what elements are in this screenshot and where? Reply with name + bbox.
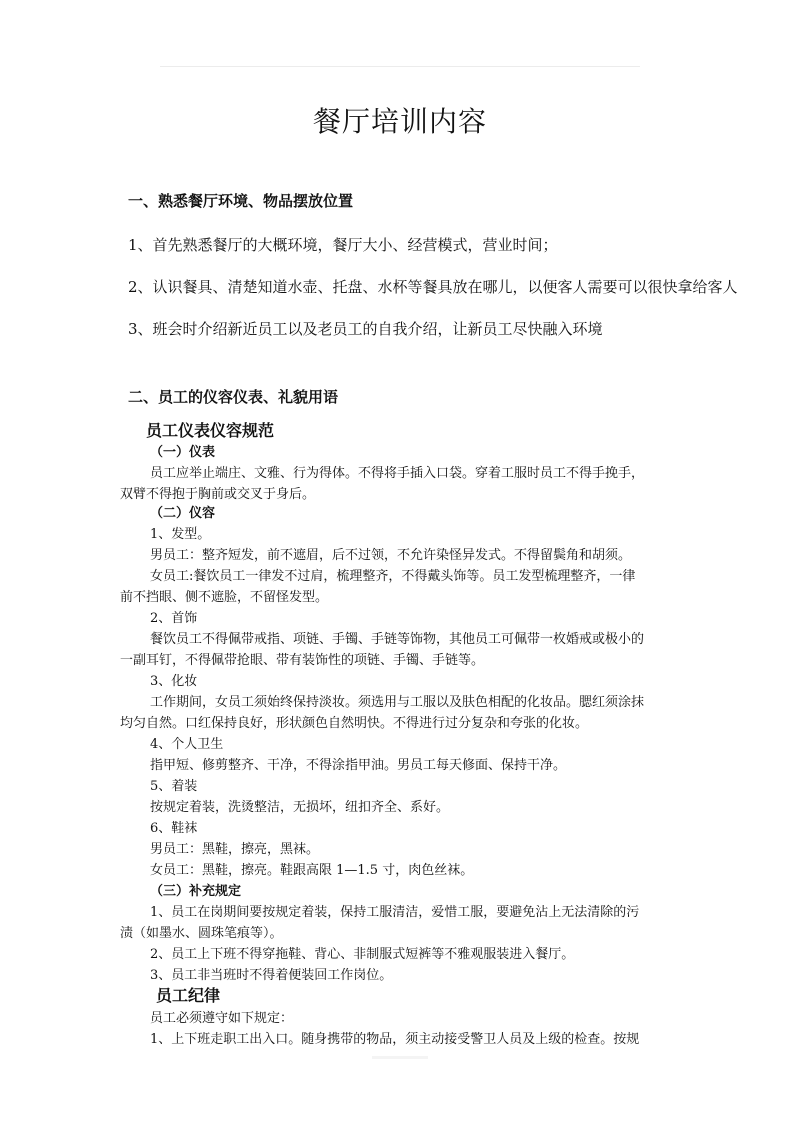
section1-item-1: 1、首先熟悉餐厅的大概环境，餐厅大小、经营模式，营业时间； [128,236,558,254]
footer-mark [372,1056,428,1059]
discipline-intro: 员工必须遵守如下规定： [150,1011,294,1026]
hair-female-1: 女员工:餐饮员工一律发不过肩，梳理整齐，不得戴头饰等。员工发型梳理整齐，一律 [150,569,636,584]
shoes-title: 6、鞋袜 [150,821,198,836]
hair-female-2: 前不挡眼、侧不遮脸，不留怪发型。 [120,590,329,605]
part3-heading: （三）补充规定 [150,884,242,899]
part1-heading: （一）仪表 [150,445,216,460]
shoes-female: 女员工：黑鞋，擦亮。鞋跟高限 1—1.5 寸，肉色丝袜。 [150,863,474,878]
section2-sub-heading: 员工仪表仪容规范 [146,421,275,440]
rule1-line-2: 渍（如墨水、圆珠笔痕等）。 [120,926,283,941]
part1-line-1: 员工应举止端庄、文雅、行为得体。不得将手插入口袋。穿着工服时员工不得手挽手， [150,466,645,481]
makeup-line-1: 工作期间，女员工须始终保持淡妆。须选用与工服以及肤色相配的化妆品。腮红须涂抹 [150,695,645,710]
page-title: 餐厅培训内容 [312,105,487,138]
makeup-line-2: 均匀自然。口红保持良好，形状颜色自然明快。不得进行过分复杂和夸张的化妆。 [120,716,589,731]
section2-heading: 二、员工的仪容仪表、礼貌用语 [128,388,339,406]
hygiene-title: 4、个人卫生 [150,737,224,752]
hygiene-line-1: 指甲短、修剪整齐、干净，不得涂指甲油。男员工每天修面、保持干净。 [150,758,567,773]
jewelry-line-2: 一副耳钉，不得佩带抢眼、带有装饰性的项链、手镯、手链等。 [120,653,485,668]
dress-line-1: 按规定着装，洗烫整洁，无损坏，纽扣齐全、系好。 [150,800,450,815]
header-rule [160,66,640,67]
section1-item-2: 2、认识餐具、清楚知道水壶、托盘、水杯等餐具放在哪儿，以便客人需要可以很快拿给客人 [128,278,738,296]
part1-line-2: 双臂不得抱于胸前或交叉于身后。 [120,487,316,502]
discipline-rule-1: 1、上下班走职工出入口。随身携带的物品，须主动接受警卫人员及上级的检查。按规 [150,1032,640,1047]
jewelry-line-1: 餐饮员工不得佩带戒指、项链、手镯、手链等饰物，其他员工可佩带一枚婚戒或极小的 [150,632,645,647]
dress-title: 5、着装 [150,779,198,794]
jewelry-title: 2、首饰 [150,611,198,626]
discipline-heading: 员工纪律 [156,986,221,1005]
rule1-line-1: 1、员工在岗期间要按规定着装，保持工服清洁，爱惜工服，要避免沾上无法清除的污 [150,905,640,920]
part2-heading: （二）仪容 [150,506,216,521]
hair-title: 1、发型。 [150,527,211,542]
rule2-line: 2、员工上下班不得穿拖鞋、背心、非制服式短裤等不雅观服装进入餐厅。 [150,947,575,962]
shoes-male: 男员工：黑鞋，擦亮，黑袜。 [150,842,320,857]
hair-male: 男员工：整齐短发，前不遮眉，后不过领，不允许染怪异发式。不得留鬓角和胡须。 [150,548,632,563]
section1-item-3: 3、班会时介绍新近员工以及老员工的自我介绍，让新员工尽快融入环境 [128,320,603,338]
rule3-line: 3、员工非当班时不得着便装回工作岗位。 [150,968,393,983]
makeup-title: 3、化妆 [150,674,198,689]
section1-heading: 一、熟悉餐厅环境、物品摆放位置 [128,192,354,210]
